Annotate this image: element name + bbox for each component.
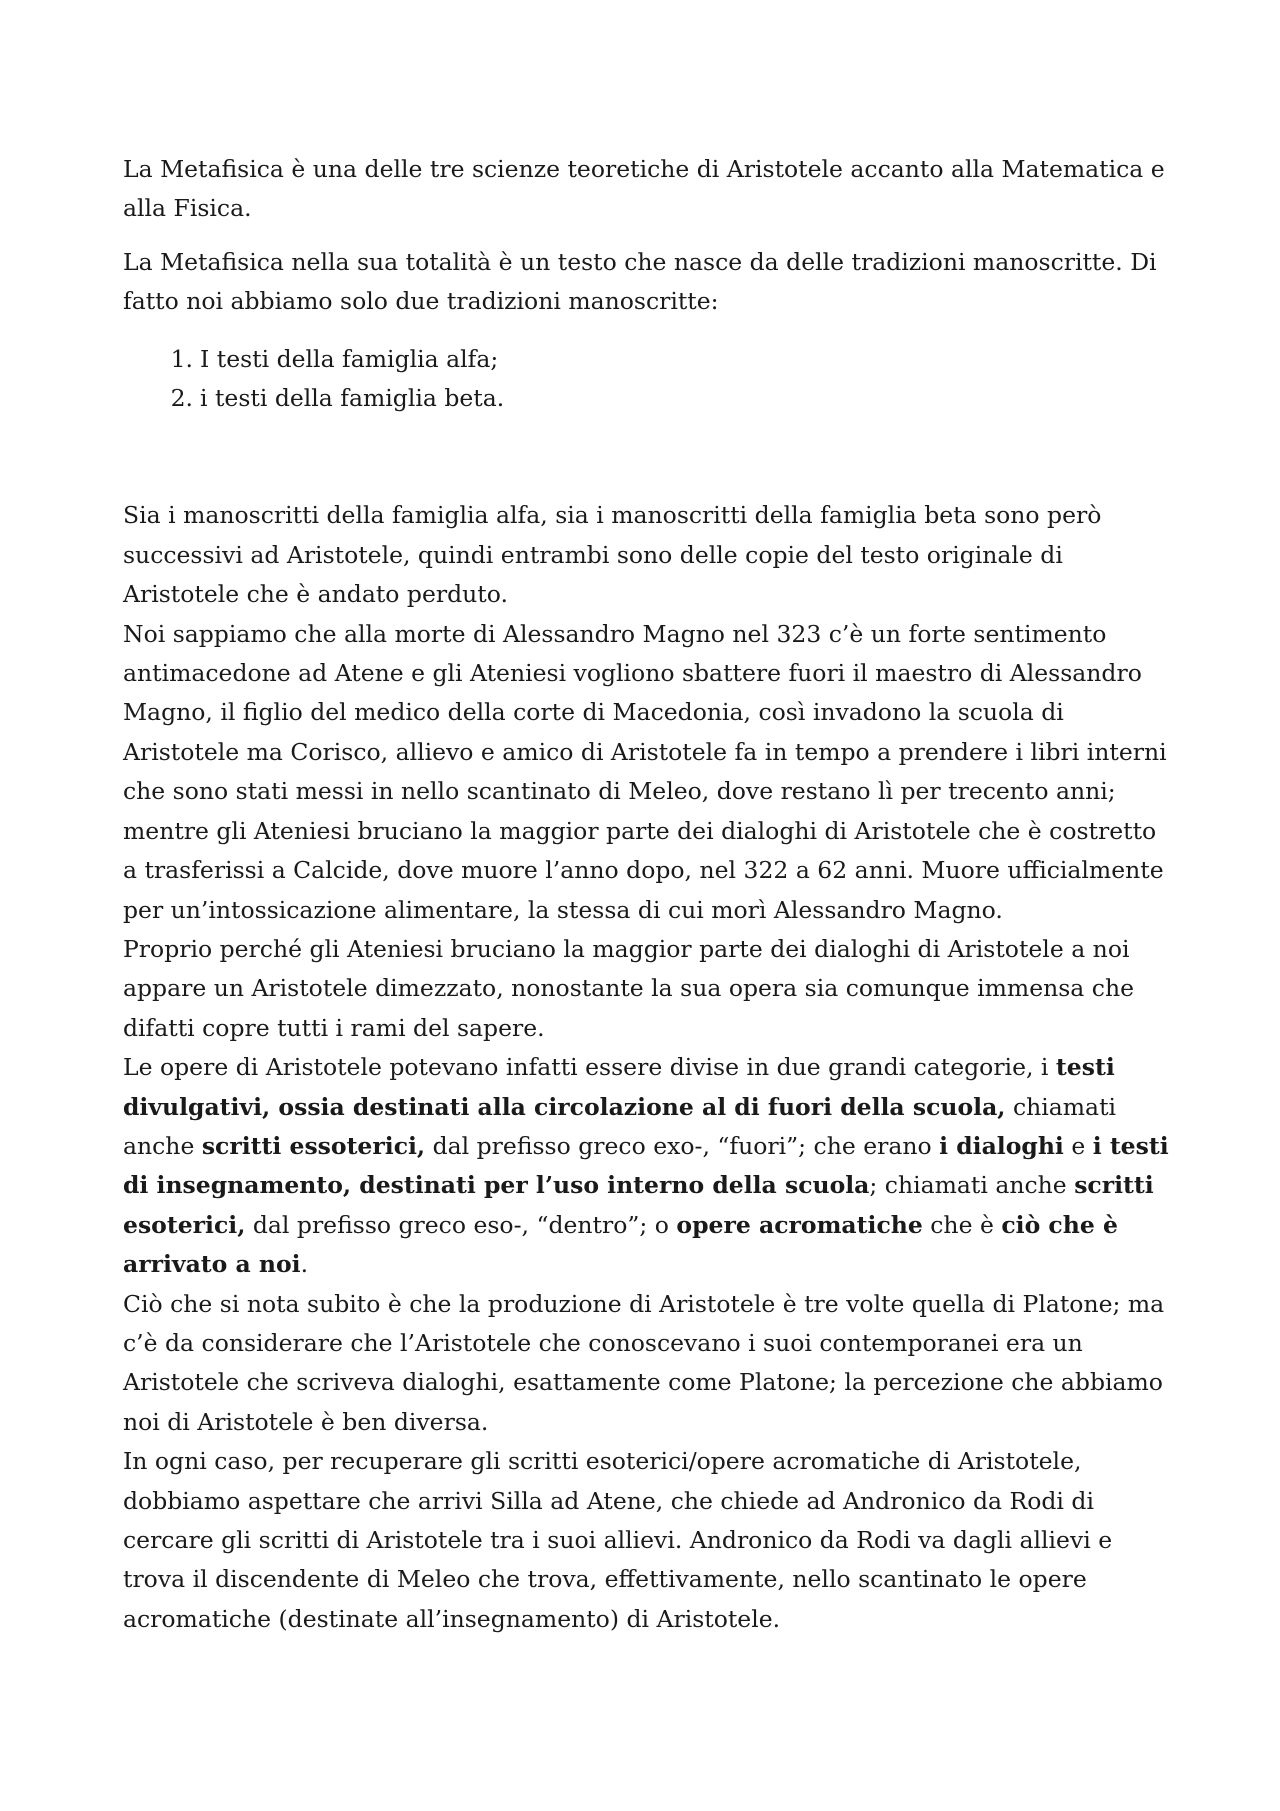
list-item-text: i testi della famiglia beta.	[200, 384, 505, 413]
paragraph-alexander-death: Noi sappiamo che alla morte di Alessandro Magno nel 323 c’è un forte sentimento antimacedone ad Atene e gli Ateniesi vogliono sbattere fuori il maestro di Alessandro Magno, il figlio del medico della corte di Macedonia, così invadono la scuola di Aristotele ma Corisco, allievo e amico di Aristotele fa in tempo a prendere i libri interni che sono stati messi in nello scantinato di Meleo, dove restano lì per trecento anni; mentre gli Ateniesi bruciano la maggior parte dei dialoghi di Aristotele che è costretto a trasferissi a Calcide, dove muore l’anno dopo, nel 322 a 62 anni. Muore ufficialmente per un’intossicazione alimentare, la stessa di cui morì Alessandro Magno.	[123, 619, 1167, 924]
text-run: chiamati anche	[123, 1092, 1117, 1160]
text-run: dal prefisso greco exo-, “fuori”; che erano	[425, 1131, 940, 1160]
text-run: che è	[922, 1210, 1002, 1239]
text-run: dal prefisso greco eso-, “dentro”; o	[245, 1210, 677, 1239]
text-run: ; chiamati anche	[869, 1171, 1075, 1200]
bold-run: ciò che è arrivato a noi	[123, 1210, 1118, 1279]
paragraph-manuscript-traditions: La Metafisica nella sua totalità è un testo che nasce da delle tradizioni manoscritte. Di fatto noi abbiamo solo due tradizioni manoscritte:	[123, 247, 1157, 316]
bold-run: i testi di insegnamento, destinati per l’uso interno della scuola	[123, 1131, 1169, 1200]
list-item-text: I testi della famiglia alfa;	[200, 344, 499, 373]
paragraph-copies: Sia i manoscritti della famiglia alfa, sia i manoscritti della famiglia beta sono però successivi ad Aristotele, quindi entrambi sono delle copie del testo originale di Aristotele che è andato perduto.	[123, 501, 1102, 609]
paragraph-production: Ciò che si nota subito è che la produzione di Aristotele è tre volte quella di Platone; ma c’è da considerare che l’Aristotele che conoscevano i suoi contemporanei era un Aristotele che scriveva dialoghi, esattamente come Platone; la percezione che abbiamo noi di Aristotele è ben diversa.	[123, 1289, 1165, 1436]
text-run: e	[1063, 1131, 1093, 1160]
list-item	[123, 379, 1173, 418]
paragraph-categories	[123, 1048, 1173, 1284]
list-item-number: 1.	[170, 344, 193, 373]
paragraph-intro: La Metafisica è una delle tre scienze teoretiche di Aristotele accanto alla Matematica e alla Fisica.	[123, 155, 1165, 223]
text-run: Le opere di Aristotele potevano infatti essere divise in due grandi categorie, i	[123, 1053, 1056, 1082]
bold-run: i dialoghi	[939, 1131, 1064, 1160]
paragraph-halved-aristotle: Proprio perché gli Ateniesi bruciano la maggior parte dei dialoghi di Aristotele a noi appare un Aristotele dimezzato, nonostante la sua opera sia comunque immensa che difatti copre tutti i rami del sapere.	[123, 934, 1134, 1042]
paragraph-recovery: In ogni caso, per recuperare gli scritti esoterici/opere acromatiche di Aristotele, dobbiamo aspettare che arrivi Silla ad Atene, che chiede ad Andronico da Rodi di cercare gli scritti di Aristotele tra i suoi allievi. Andronico da Rodi va dagli allievi e trova il discendente di Meleo che trova, effettivamente, nello scantinato le opere acromatiche (destinate all’insegnamento) di Aristotele.	[123, 1447, 1113, 1633]
bold-run: scritti essoterici,	[201, 1131, 426, 1160]
document-body	[123, 150, 1173, 1639]
bold-run: testi divulgativi, ossia destinati alla circolazione al di fuori della scuola,	[123, 1053, 1115, 1121]
manuscript-families-list	[123, 340, 1173, 419]
list-item	[123, 340, 1173, 379]
bold-run: opere acromatiche	[676, 1210, 923, 1239]
text-run: .	[300, 1250, 309, 1279]
list-item-number: 2.	[170, 384, 193, 413]
bold-run: scritti esoterici,	[123, 1171, 1154, 1239]
